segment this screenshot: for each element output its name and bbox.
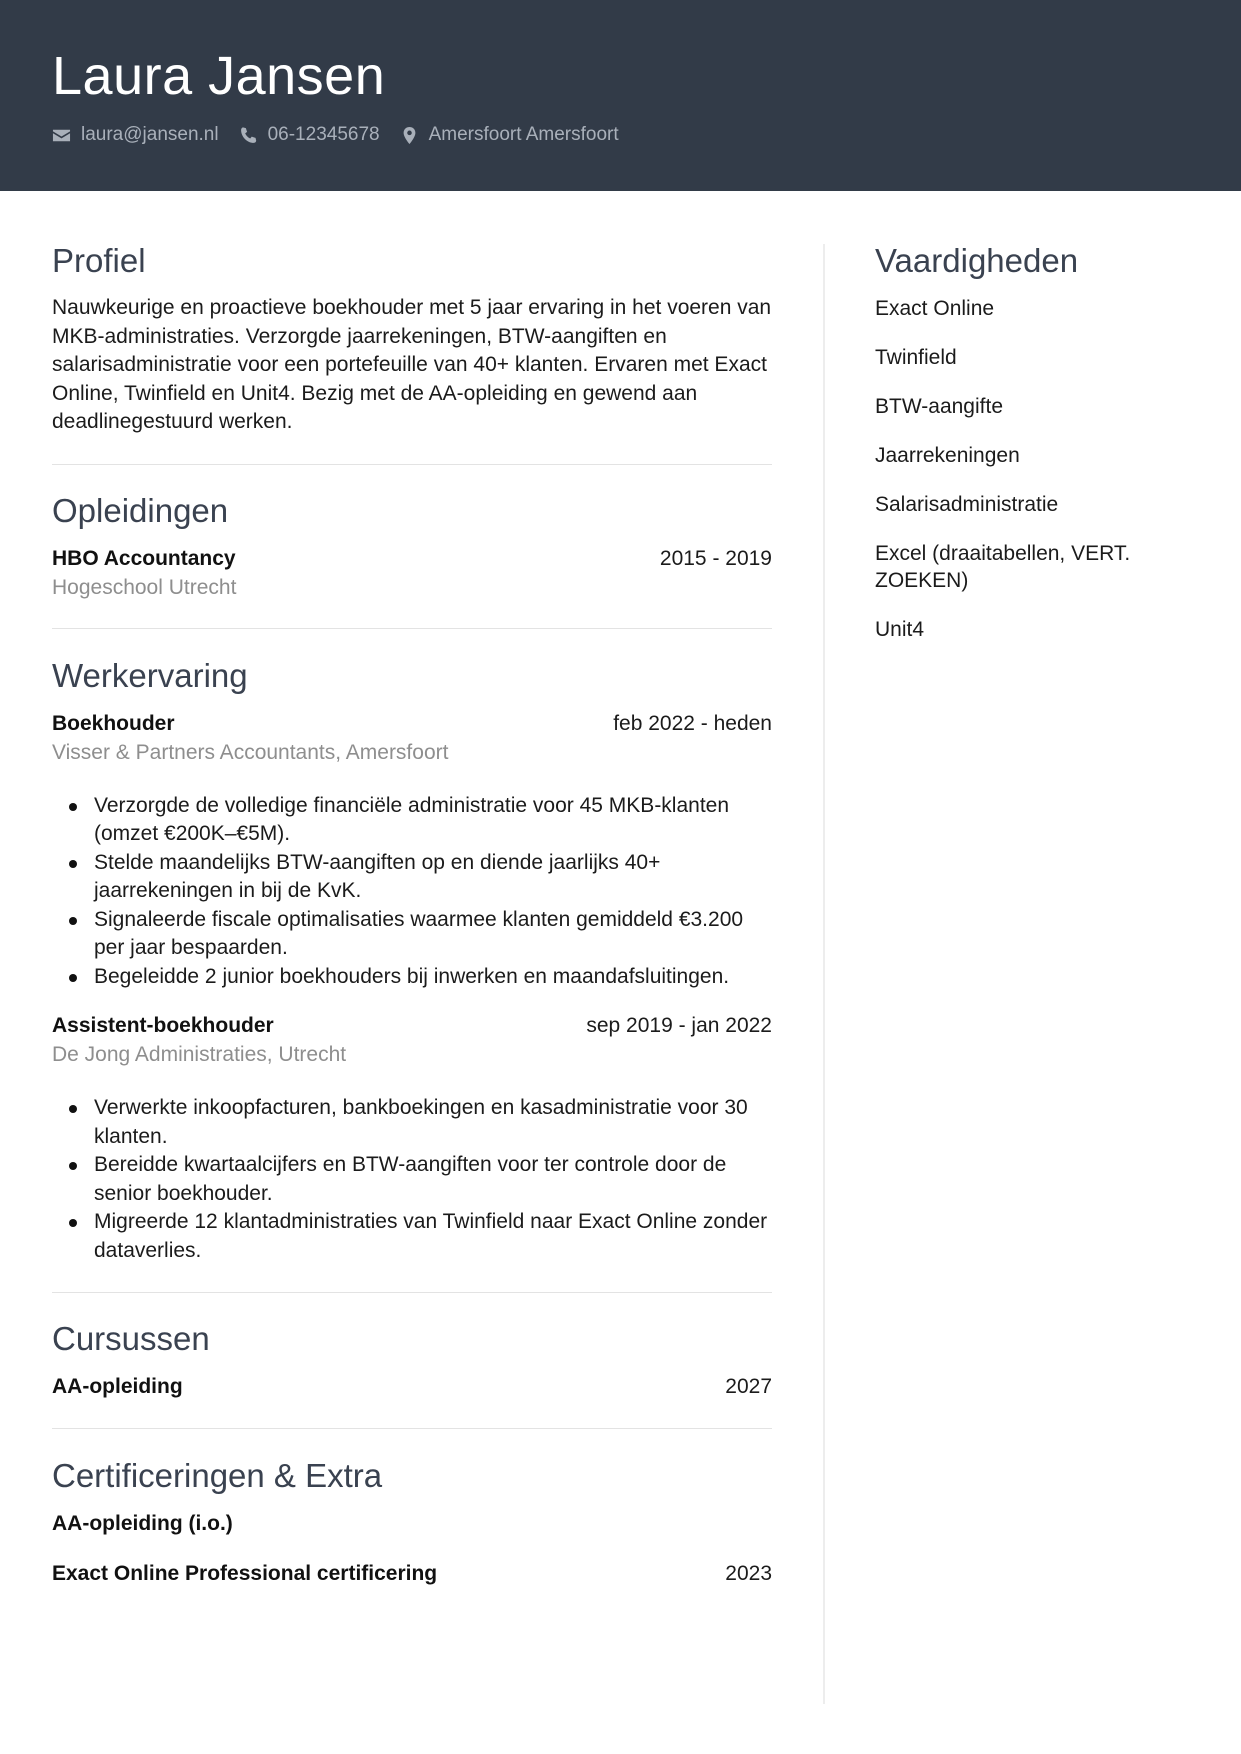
section-title-education: Opleidingen xyxy=(52,491,229,529)
certifications-section xyxy=(52,1451,772,1588)
job-bullet: Signaleerde fiscale optimalisaties waarmee klanten gemiddeld €3.200 per jaar bespaarden. xyxy=(52,906,772,963)
job-bullet: Verzorgde de volledige financiële administratie voor 45 MKB-klanten (omzet €200K–€5M). xyxy=(52,792,772,849)
school-name: Hogeschool Utrecht xyxy=(52,575,237,599)
section-divider xyxy=(52,1428,772,1429)
job-company: Visser & Partners Accountants, Amersfoort xyxy=(52,740,449,764)
certification-year: 2023 xyxy=(725,1562,772,1585)
column-divider xyxy=(823,244,825,1704)
section-title-certifications: Certificeringen & Extra xyxy=(52,1457,383,1494)
main-column xyxy=(52,236,772,1588)
education-section xyxy=(52,486,772,602)
section-title-courses: Cursussen xyxy=(52,1320,210,1357)
sidebar-column xyxy=(875,236,1195,665)
job-bullet: Begeleidde 2 junior boekhouders bij inwerken en maandafsluitingen. xyxy=(52,963,772,992)
contact-phone[interactable] xyxy=(239,124,380,146)
experience-section xyxy=(52,651,772,1266)
job-period: sep 2019 - jan 2022 xyxy=(586,1014,772,1037)
job-role: Boekhouder xyxy=(52,711,175,735)
email-text: laura@jansen.nl xyxy=(81,124,219,145)
job-period: feb 2022 - heden xyxy=(613,711,772,735)
envelope-icon xyxy=(52,126,71,145)
certification-name: AA-opleiding (i.o.) xyxy=(52,1512,233,1535)
skill-item: Twinfield xyxy=(875,346,957,369)
courses-section xyxy=(52,1314,772,1401)
certification-name: Exact Online Professional certificering xyxy=(52,1562,438,1585)
header-banner xyxy=(0,0,1241,191)
job-bullet: Migreerde 12 klantadministraties van Twinfield naar Exact Online zonder dataverlies. xyxy=(52,1208,772,1265)
skills-list xyxy=(875,295,1195,643)
job-company: De Jong Administraties, Utrecht xyxy=(52,1043,347,1066)
skill-item: Exact Online xyxy=(875,297,995,320)
job-bullet: Verwerkte inkoopfacturen, bankboekingen en kasadministratie voor 30 klanten. xyxy=(52,1094,772,1151)
job-role: Assistent-boekhouder xyxy=(52,1014,274,1037)
certification-item xyxy=(52,1510,772,1538)
job-bullet: Bereidde kwartaalcijfers en BTW-aangiften voor ter controle door de senior boekhouder. xyxy=(52,1151,772,1208)
certification-item xyxy=(52,1560,772,1588)
contact-location xyxy=(400,124,619,146)
job-header xyxy=(52,1012,772,1040)
profile-section xyxy=(52,236,772,437)
course-year: 2027 xyxy=(725,1375,772,1398)
skill-item: Salarisadministratie xyxy=(875,493,1059,516)
degree-years: 2015 - 2019 xyxy=(659,546,772,570)
skill-item: Jaarrekeningen xyxy=(875,444,1020,467)
contact-email[interactable] xyxy=(52,124,219,146)
course-item xyxy=(52,1373,772,1401)
skill-item: Unit4 xyxy=(875,618,925,641)
job-header xyxy=(52,710,772,738)
section-title-profile: Profiel xyxy=(52,242,146,279)
profile-text: Nauwkeurige en proactieve boekhouder met 5 jaar ervaring in het voeren van MKB-administraties. Verzorgde jaarrekeningen, BTW-aangiften en salarisadministratie voor een portefeuille van 40+ klanten. Ervaren met Exact Online, Twinfield en Unit4. Bezig met de AA-opleiding en gewend aan deadlinegestuurd werken. xyxy=(52,296,772,433)
map-pin-icon xyxy=(400,126,419,145)
education-item xyxy=(52,545,772,573)
section-divider xyxy=(52,464,772,465)
job-bullet: Stelde maandelijks BTW-aangiften op en diende jaarlijks 40+ jaarrekeningen in bij de KvK. xyxy=(52,849,772,906)
section-title-skills: Vaardigheden xyxy=(875,242,1079,279)
contact-bar xyxy=(52,122,639,148)
job-bullets xyxy=(52,1094,772,1265)
phone-text: 06-12345678 xyxy=(267,124,380,145)
job-item xyxy=(52,710,772,992)
skill-item: Excel (draaitabellen, VERT. ZOEKEN) xyxy=(875,542,1131,592)
section-divider xyxy=(52,628,772,629)
degree-name: HBO Accountancy xyxy=(52,546,236,570)
job-item xyxy=(52,1012,772,1265)
skill-item: BTW-aangifte xyxy=(875,395,1003,418)
course-name: AA-opleiding xyxy=(52,1375,183,1398)
section-title-experience: Werkervaring xyxy=(52,656,248,694)
candidate-name: Laura Jansen xyxy=(52,46,386,106)
section-divider xyxy=(52,1292,772,1293)
job-bullets xyxy=(52,792,772,992)
phone-icon xyxy=(239,126,258,145)
location-text: Amersfoort Amersfoort xyxy=(428,124,619,145)
